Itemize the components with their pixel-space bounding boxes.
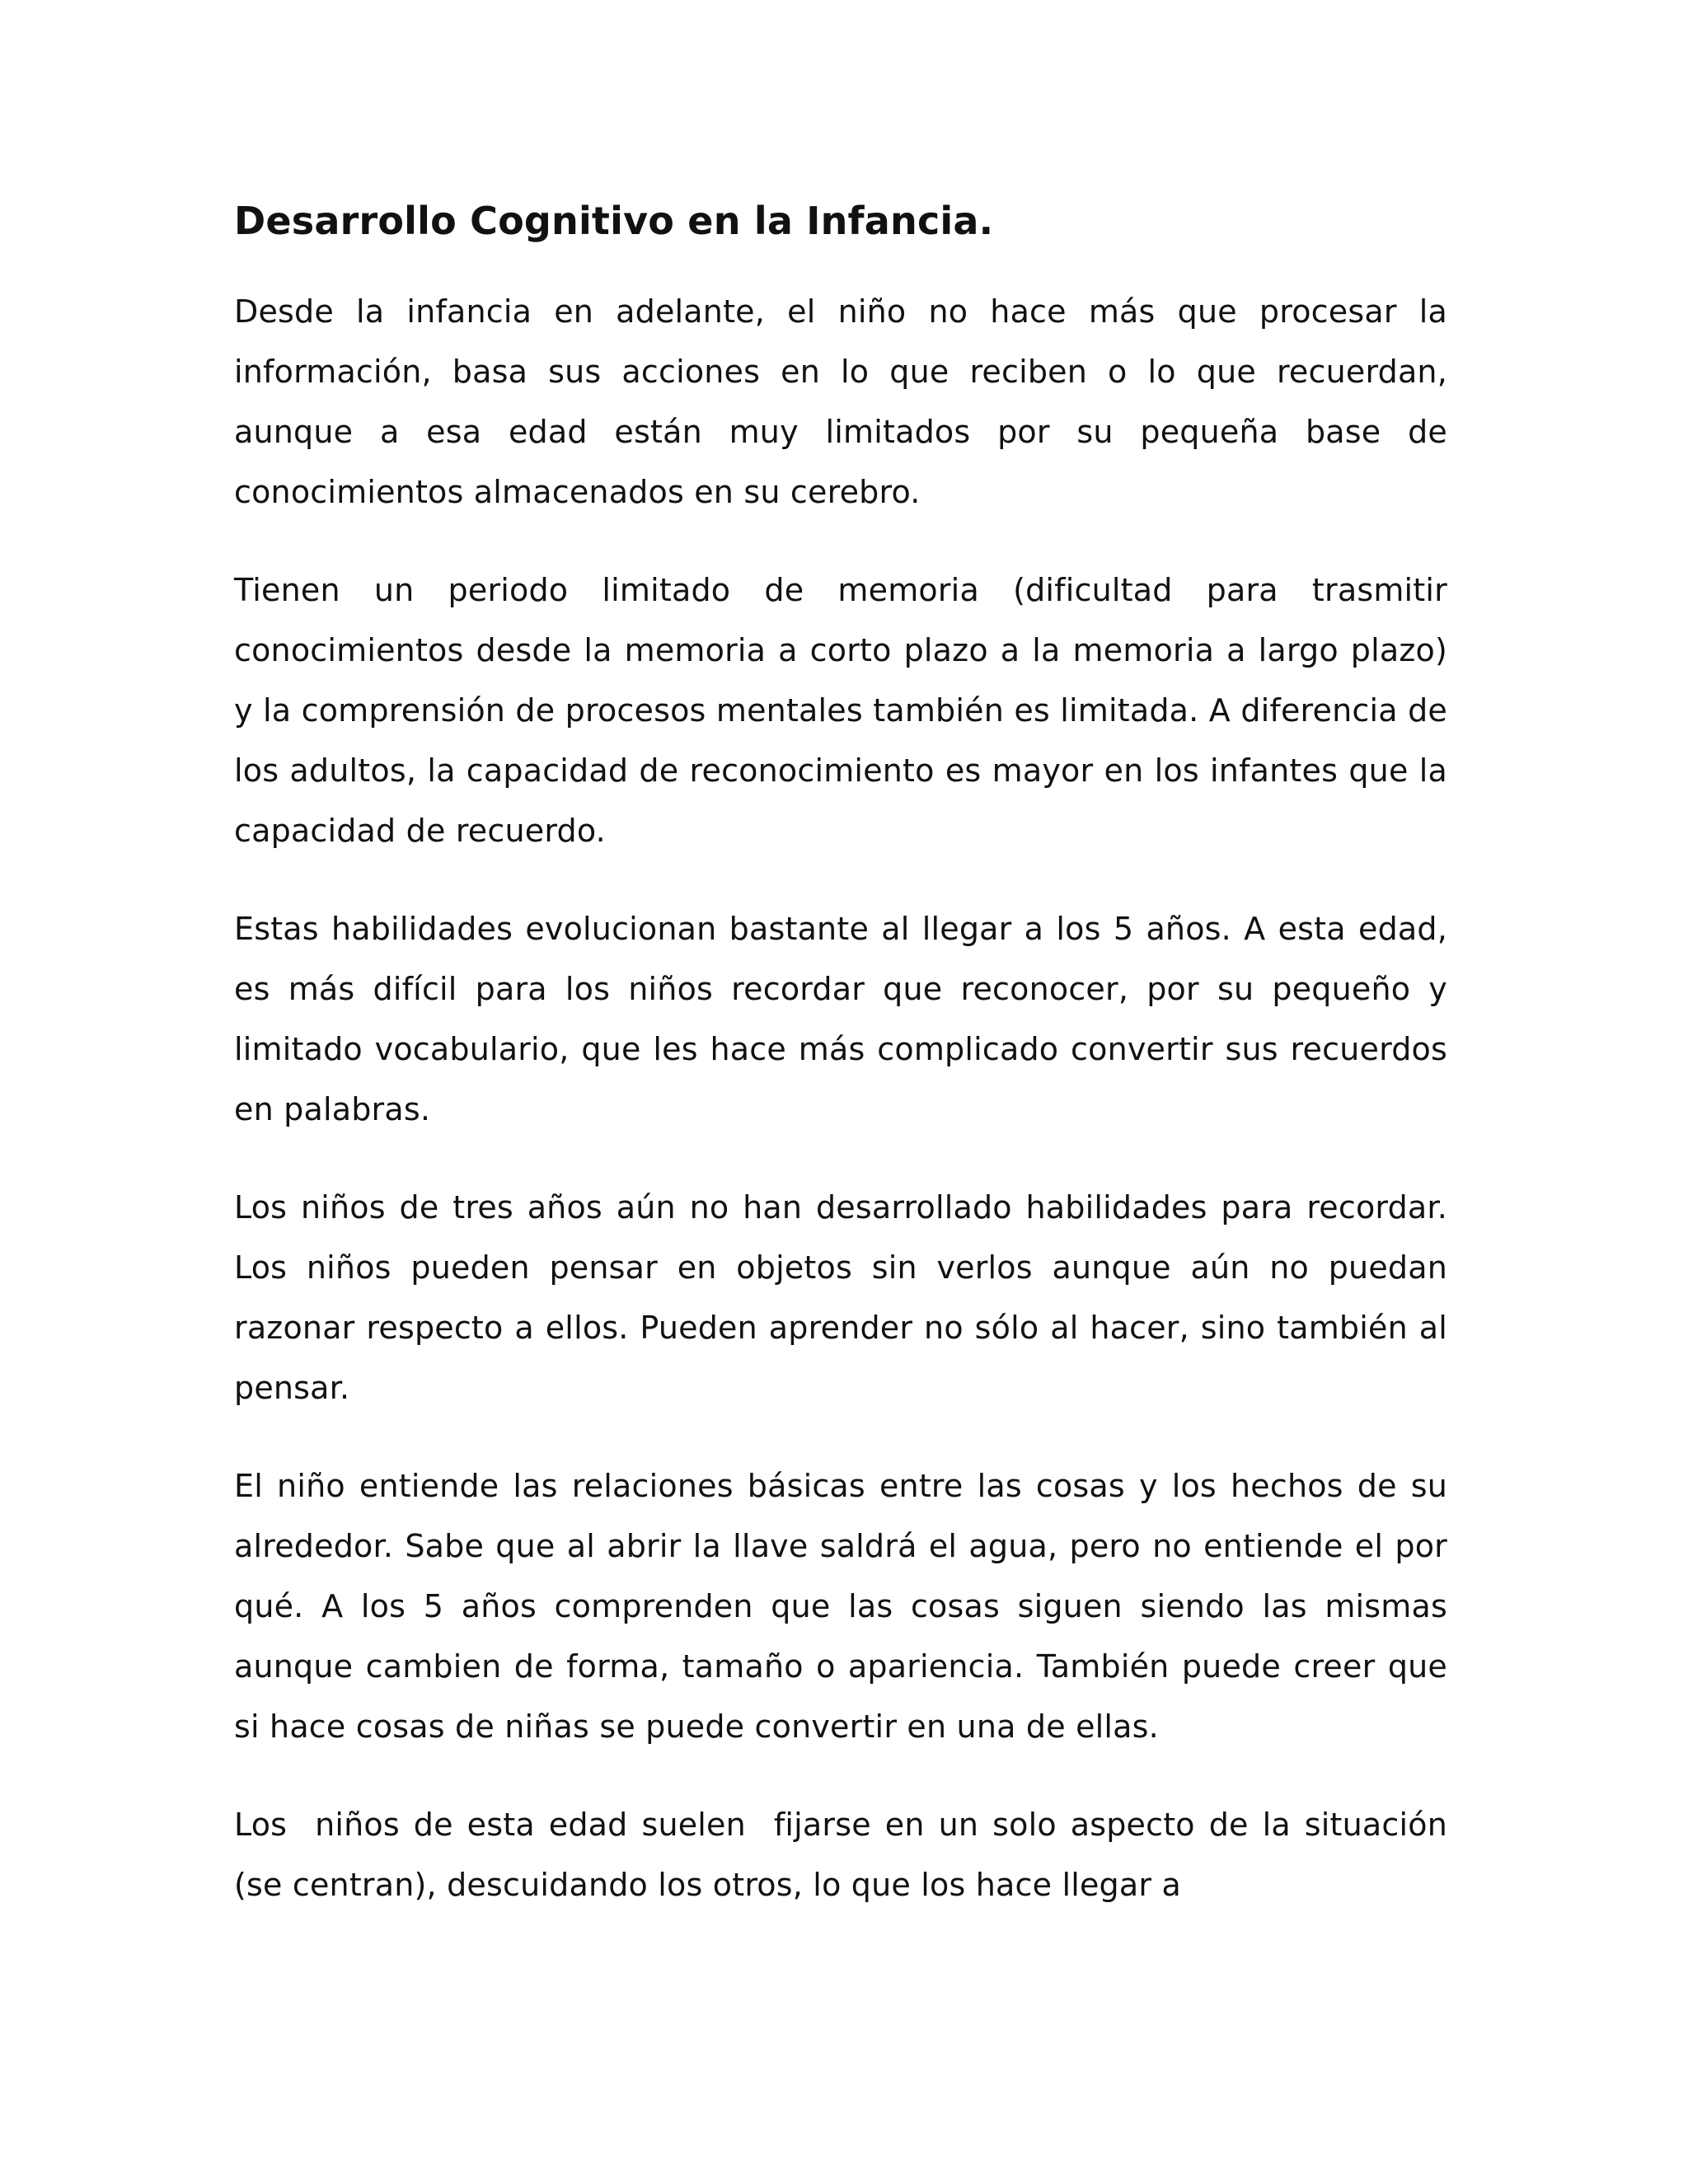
document-body <box>234 194 1458 1953</box>
paragraph-3: Estas habilidades evolucionan bastante al llegar a los 5 años. A esta edad, es más difícil para los niños recordar que reconocer, por su pequeño y limitado vocabulario, que les hace más complicado convertir sus recuerdos en palabras. <box>234 911 1447 1127</box>
paragraph-4: Los niños de tres años aún no han desarrollado habilidades para recordar. Los niños pueden pensar en objetos sin verlos aunque aún no puedan razonar respecto a ellos. Pueden aprender no sólo al hacer, sino también al pensar. <box>234 1189 1447 1406</box>
paragraph-5: El niño entiende las relaciones básicas entre las cosas y los hechos de su alrededor. Sabe que al abrir la llave saldrá el agua, pero no entiende el por qué. A los 5 años comprenden que las cosas siguen siendo las mismas aunque cambien de forma, tamaño o apariencia. También puede creer que si hace cosas de niñas se puede convertir en una de ellas. <box>234 1468 1447 1745</box>
document-title: Desarrollo Cognitivo en la Infancia. <box>234 199 994 243</box>
paragraph-2: Tienen un periodo limitado de memoria (dificultad para trasmitir conocimientos desde la memoria a corto plazo a la memoria a largo plazo) y la comprensión de procesos mentales también es limitada. A diferencia de los adultos, la capacidad de reconocimiento es mayor en los infantes que la capacidad de recuerdo. <box>234 572 1447 849</box>
paragraph-1: Desde la infancia en adelante, el niño no hace más que procesar la información, basa sus acciones en lo que reciben o lo que recuerdan, aunque a esa edad están muy limitados por su pequeña base de conocimientos almacenados en su cerebro. <box>234 293 1447 510</box>
paragraph-6: Los niños de esta edad suelen fijarse en un solo aspecto de la situación (se centran), descuidando los otros, lo que los hace llegar a <box>234 1807 1458 1903</box>
